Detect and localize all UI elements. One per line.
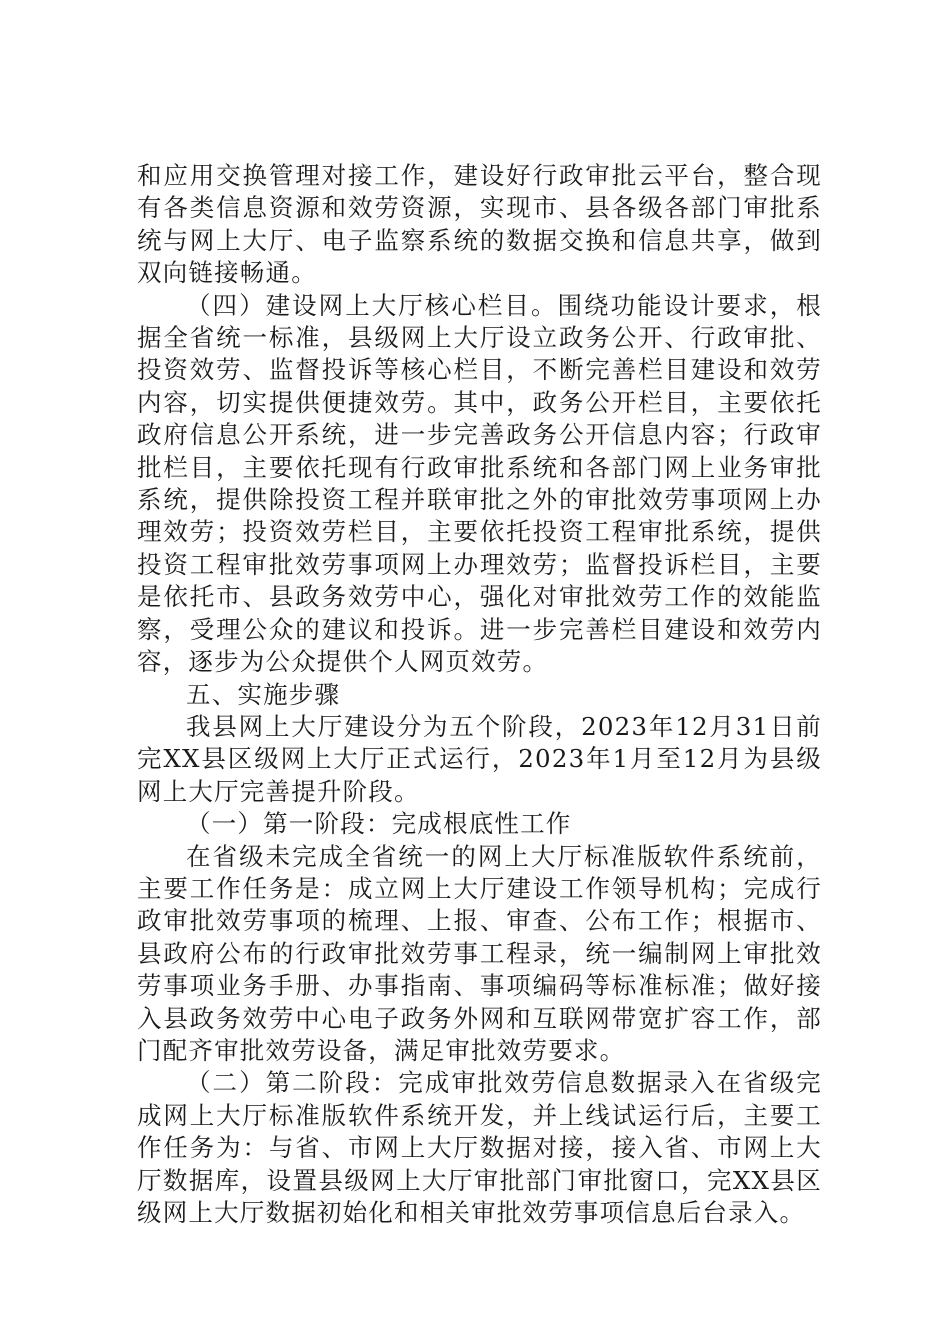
paragraph-phase-two: （二）第二阶段：完成审批效劳信息数据录入在省级完成网上大厅标准版软件系统开发，并上线试运行后，主要工作任务为：与省、市网上大厅数据对接，接入省、市网上大厅数据库，设置县级网上大厅审批部门审批窗口，完XX县区级网上大厅数据初始化和相关审批效劳事项信息后台录入。 <box>137 1068 822 1227</box>
paragraph-phase-one-tasks: 在省级未完成全省统一的网上大厅标准版软件系统前，主要工作任务是：成立网上大厅建设工作领导机构；完成行政审批效劳事项的梳理、上报、审查、公布工作；根据市、县政府公布的行政审批效劳事工程录，统一编制网上审批效劳事项业务手册、办事指南、事项编码等标准标准；做好接入县政务效劳中心电子政务外网和互联网带宽扩容工作，部门配齐审批效劳设备，满足审批效劳要求。 <box>137 841 822 1065</box>
paragraph-continuation: 和应用交换管理对接工作，建设好行政审批云平台，整合现有各类信息资源和效劳资源，实现市、县各级各部门审批系统与网上大厅、电子监察系统的数据交换和信息共享，做到双向链接畅通。 <box>137 161 822 288</box>
subheading-phase-one: （一）第一阶段：完成根底性工作 <box>186 809 572 839</box>
document-body <box>137 160 822 1229</box>
paragraph-phases-overview: 我县网上大厅建设分为五个阶段，2023年12月31日前完XX县区级网上大厅正式运行，2023年1月至12月为县级网上大厅完善提升阶段。 <box>137 711 822 806</box>
section-heading-implementation-steps: 五、实施步骤 <box>186 679 341 709</box>
paragraph-section-four: （四）建设网上大厅核心栏目。围绕功能设计要求，根据全省统一标准，县级网上大厅设立政务公开、行政审批、投资效劳、监督投诉等核心栏目，不断完善栏目建设和效劳内容，切实提供便捷效劳。其中，政务公开栏目，主要依托政府信息公开系统，进一步完善政务公开信息内容；行政审批栏目，主要依托现有行政审批系统和各部门网上业务审批系统，提供除投资工程并联审批之外的审批效劳事项网上办理效劳；投资效劳栏目，主要依托投资工程审批系统，提供投资工程审批效劳事项网上办理效劳；监督投诉栏目，主要是依托市、县政务效劳中心，强化对审批效劳工作的效能监察，受理公众的建议和投诉。进一步完善栏目建设和效劳内容，逐步为公众提供个人网页效劳。 <box>137 290 822 677</box>
